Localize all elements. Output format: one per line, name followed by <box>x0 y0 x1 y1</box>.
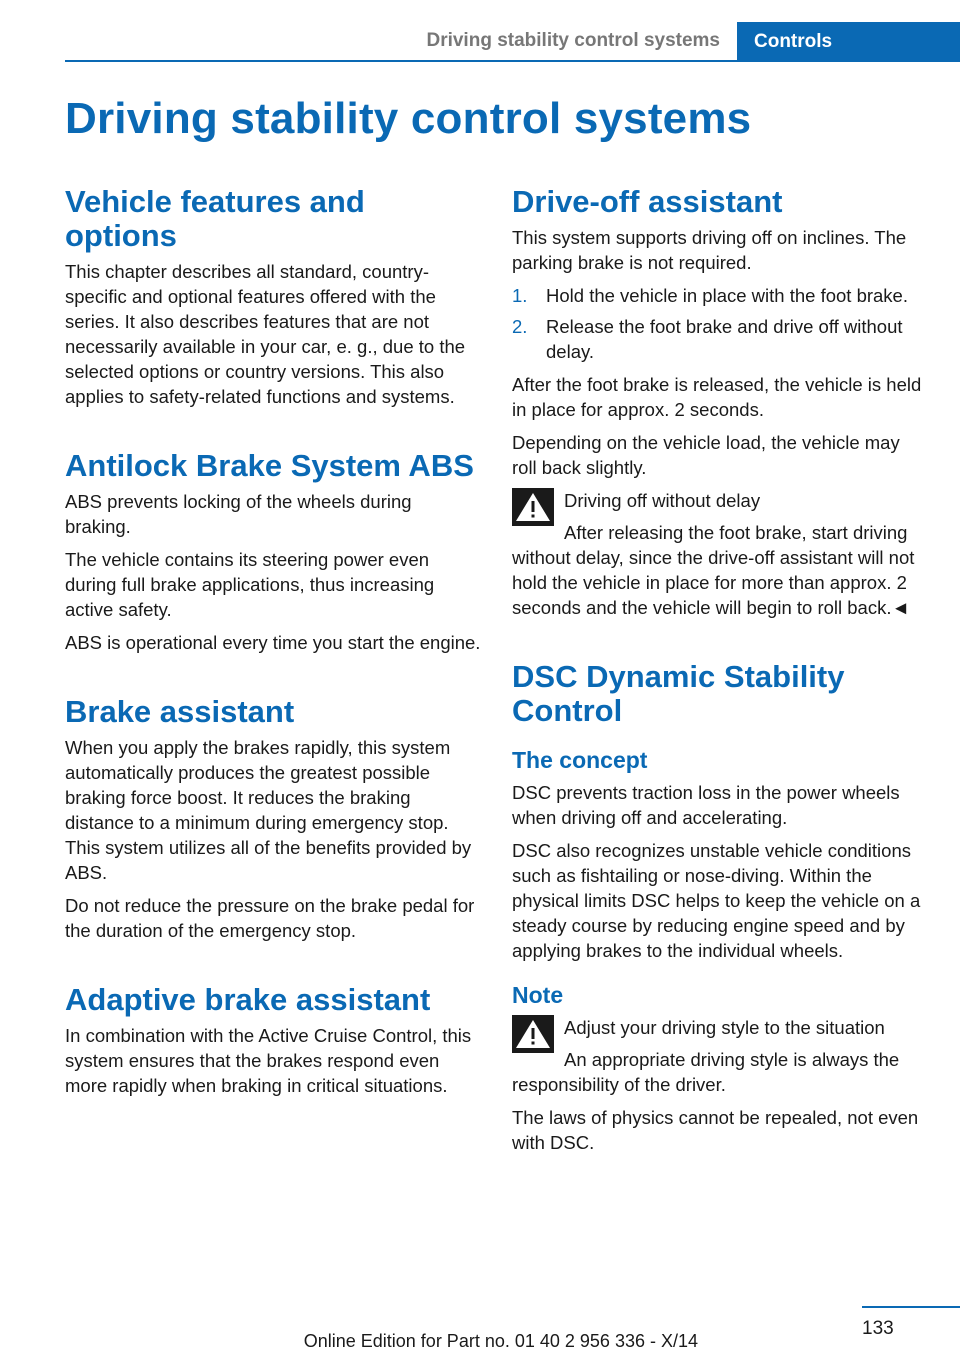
list-item <box>512 283 928 308</box>
paragraph: This chapter describes all standard, country-specific and optional features offered with the series. It also describes features that are not necessarily available in your car, e. g., due to the selected options or country versions. This also applies to safety-related functions and systems. <box>65 261 466 407</box>
warning-triangle-icon <box>512 1015 554 1053</box>
section-drive-off-assistant <box>512 185 928 620</box>
footer-rule <box>862 1306 960 1308</box>
paragraph: After the foot brake is released, the vehicle is held in place for approx. 2 seconds. <box>512 374 922 420</box>
header-chapter-tab: Controls <box>737 22 960 62</box>
heading-dsc: DSC Dynamic Stability Control <box>512 659 845 728</box>
warning-triangle-icon <box>512 488 554 526</box>
paragraph: This system supports driving off on inclines. The parking brake is not required. <box>512 227 907 273</box>
subheading-note: Note <box>512 982 564 1008</box>
step-list <box>512 283 928 364</box>
section-adaptive-brake-assistant <box>65 983 481 1098</box>
step-number: 2. <box>512 316 528 337</box>
step-text: Hold the vehicle in place with the foot brake. <box>546 285 908 306</box>
paragraph: The vehicle contains its steering power even during full brake applications, thus increasing active safety. <box>65 549 435 620</box>
paragraph: Depending on the vehicle load, the vehicle may roll back slightly. <box>512 432 900 478</box>
heading-vehicle-features: Vehicle features and options <box>65 184 365 253</box>
page-title: Driving stability control systems <box>65 94 752 143</box>
paragraph: When you apply the brakes rapidly, this system automatically produces the greatest possible braking force boost. It reduces the braking distance to a minimum during emergency stop. This system utilizes all of the benefits provided by ABS. <box>65 737 472 883</box>
paragraph: ABS is operational every time you start the engine. <box>65 632 481 653</box>
warning-title: Driving off without delay <box>564 490 761 511</box>
heading-abs: Antilock Brake System ABS <box>65 448 474 483</box>
list-item <box>512 314 928 364</box>
page-number: 133 <box>862 1318 894 1339</box>
header-section-title: Driving stability control systems <box>426 30 720 51</box>
header-rule <box>65 60 960 62</box>
step-text: Release the foot brake and drive off without delay. <box>546 316 903 362</box>
heading-drive-off-assistant: Drive-off assistant <box>512 184 783 219</box>
paragraph: Do not reduce the pressure on the brake pedal for the duration of the emergency stop. <box>65 895 475 941</box>
section-abs <box>65 449 481 655</box>
warning-box <box>512 488 928 620</box>
paragraph: The laws of physics cannot be repealed, not even with DSC. <box>512 1107 919 1153</box>
warning-body: After releasing the foot brake, start driving without delay, since the drive-off assistant will not hold the vehicle in place for more than approx. 2 seconds and the vehicle will begin to roll back.◄ <box>512 522 915 618</box>
section-brake-assistant <box>65 695 481 943</box>
section-dsc <box>512 660 928 1155</box>
paragraph: DSC prevents traction loss in the power wheels when driving off and accelerating. <box>512 782 900 828</box>
step-number: 1. <box>512 285 528 306</box>
footer-edition-text: Online Edition for Part no. 01 40 2 956 336 - X/14 <box>303 1331 698 1351</box>
paragraph: ABS prevents locking of the wheels during braking. <box>65 491 412 537</box>
heading-adaptive-brake-assistant: Adaptive brake assistant <box>65 982 431 1017</box>
heading-brake-assistant: Brake assistant <box>65 694 295 729</box>
left-column <box>65 185 481 1106</box>
warning-box <box>512 1015 928 1097</box>
paragraph: In combination with the Active Cruise Control, this system ensures that the brakes respond even more rapidly when braking in critical situations. <box>65 1025 472 1096</box>
page-header <box>0 0 960 64</box>
right-column <box>512 185 928 1163</box>
warning-title: Adjust your driving style to the situation <box>564 1017 885 1038</box>
paragraph: DSC also recognizes unstable vehicle conditions such as fishtailing or nose-diving. Within the physical limits DSC helps to keep the vehicle on a steady course by reducing engine speed and by applying brakes to the individual wheels. <box>512 840 921 961</box>
section-vehicle-features <box>65 185 481 409</box>
subheading-concept: The concept <box>512 747 648 773</box>
warning-body: An appropriate driving style is always the responsibility of the driver. <box>512 1049 900 1095</box>
